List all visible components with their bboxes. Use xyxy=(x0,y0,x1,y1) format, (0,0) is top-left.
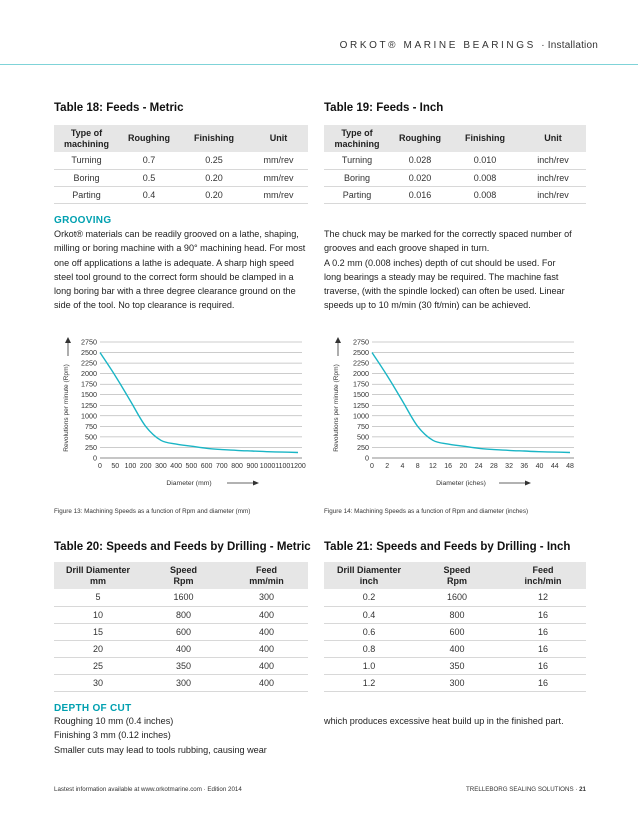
table-cell: 800 xyxy=(142,606,225,623)
table-cell: 350 xyxy=(414,657,500,674)
table-cell: 0.7 xyxy=(119,152,179,169)
table-cell: 12 xyxy=(500,589,586,606)
x-tick-label: 36 xyxy=(520,463,529,470)
y-tick-label: 1500 xyxy=(353,390,369,400)
table-cell: 0.4 xyxy=(324,606,414,623)
table-row xyxy=(54,152,308,169)
header-rule xyxy=(0,64,638,65)
x-tick-label: 600 xyxy=(200,463,213,470)
table-18-title: Table 18: Feeds - Metric xyxy=(54,102,184,114)
x-tick-label: 1200 xyxy=(290,463,306,470)
table-cell: 1.0 xyxy=(324,657,414,674)
y-tick-label: 2750 xyxy=(81,337,97,347)
table-19-header: Unit xyxy=(520,125,586,152)
table-cell: 300 xyxy=(414,674,500,691)
table-cell: 15 xyxy=(54,623,142,640)
x-axis-label: Diameter (iches) xyxy=(436,480,486,487)
table-cell: 0.016 xyxy=(390,186,450,203)
text-line: A 0.2 mm (0.008 inches) depth of cut should be used. For xyxy=(324,257,556,268)
x-tick-label: 200 xyxy=(139,463,152,470)
grooving-right-text xyxy=(324,227,572,313)
table-cell: 25 xyxy=(54,657,142,674)
y-tick-label: 1000 xyxy=(81,411,97,421)
table-cell: Boring xyxy=(54,169,119,186)
table-row xyxy=(54,640,308,657)
header-text: Feed inch/min xyxy=(524,564,562,586)
table-cell: 300 xyxy=(225,589,308,606)
table-cell: Boring xyxy=(324,169,390,186)
table-19-header: Finishing xyxy=(450,125,520,152)
table-cell: 600 xyxy=(142,623,225,640)
text-line: long boring bar with a three degree clearance ground on the xyxy=(54,286,296,297)
table-cell: 0.20 xyxy=(179,186,249,203)
table-cell: 20 xyxy=(54,640,142,657)
table-cell: 30 xyxy=(54,674,142,691)
table-cell: 0.010 xyxy=(450,152,520,169)
y-tick-label: 250 xyxy=(357,442,369,452)
text-line: long bearings a steady may be required. The machine fast xyxy=(324,271,559,282)
y-tick-label: 250 xyxy=(85,442,97,452)
table-cell: mm/rev xyxy=(249,169,308,186)
table-cell: 1.2 xyxy=(324,674,414,691)
table-cell: 1600 xyxy=(142,589,225,606)
table-18-header: Unit xyxy=(249,125,308,152)
table-cell: 0.008 xyxy=(450,186,520,203)
table-cell: Turning xyxy=(324,152,390,169)
x-tick-label: 50 xyxy=(111,463,120,470)
text-line: side of the tool. No top clearance is required. xyxy=(54,300,235,311)
table-cell: Parting xyxy=(54,186,119,203)
table-cell: 400 xyxy=(142,640,225,657)
table-row xyxy=(54,606,308,623)
table-21-header xyxy=(500,562,586,589)
y-tick-label: 2250 xyxy=(353,358,369,368)
text-line: speeds up to 10 m/min (30 ft/min) can be achieved. xyxy=(324,300,531,311)
table-cell: 0.4 xyxy=(119,186,179,203)
table-row xyxy=(54,657,308,674)
y-tick-label: 2000 xyxy=(353,369,369,379)
table-19-header: Type of machining xyxy=(324,125,390,152)
table-cell: 0.5 xyxy=(119,169,179,186)
table-cell: Turning xyxy=(54,152,119,169)
table-cell: 400 xyxy=(225,674,308,691)
table-cell: Parting xyxy=(324,186,390,203)
x-tick-label: 500 xyxy=(185,463,198,470)
table-row xyxy=(54,169,308,186)
rpm-chart-metric xyxy=(54,332,314,492)
y-tick-label: 1750 xyxy=(81,379,97,389)
grooving-heading: GROOVING xyxy=(54,215,112,226)
table-row xyxy=(54,186,308,203)
x-tick-label: 2 xyxy=(385,463,390,470)
x-tick-label: 16 xyxy=(444,463,453,470)
header-brand: ORKOT® MARINE BEARINGS xyxy=(339,40,536,51)
table-row xyxy=(54,674,308,691)
header-text: Drill Diamenter mm xyxy=(65,564,131,586)
header-section: · Installation xyxy=(541,40,598,51)
x-tick-label: 100 xyxy=(124,463,137,470)
table-cell: 600 xyxy=(414,623,500,640)
series-line xyxy=(372,353,570,453)
text-line: which produces excessive heat build up in the finished part. xyxy=(324,716,564,726)
table-row xyxy=(324,674,586,691)
table-row xyxy=(324,623,586,640)
table-cell: 0.20 xyxy=(179,169,249,186)
header-text: Speed Rpm xyxy=(443,564,471,586)
series-line xyxy=(100,353,298,453)
table-21-header xyxy=(324,562,414,589)
text-line: steel tool ground to the correct form should be clamped in a xyxy=(54,271,294,282)
table-cell: 800 xyxy=(414,606,500,623)
table-20-header xyxy=(54,562,142,589)
table-21 xyxy=(324,562,586,692)
page-number: 21 xyxy=(579,786,586,793)
table-20 xyxy=(54,562,308,692)
y-tick-label: 500 xyxy=(357,432,369,442)
table-cell: 400 xyxy=(225,606,308,623)
table-cell: inch/rev xyxy=(520,169,586,186)
text-line: milling or boring machine with a 90° machining head. For most xyxy=(54,243,306,254)
table-row xyxy=(324,657,586,674)
y-tick-label: 2000 xyxy=(81,369,97,379)
rpm-chart-inch xyxy=(324,332,586,492)
table-18 xyxy=(54,125,308,204)
y-axis-label: Revolutions per minute (Rpm) xyxy=(63,364,70,452)
table-cell: 5 xyxy=(54,589,142,606)
y-axis-arrow-head xyxy=(65,337,71,343)
table-row xyxy=(324,169,586,186)
figure-13-caption: Figure 13: Machining Speeds as a function of Rpm and diameter (mm) xyxy=(54,508,251,515)
text-line: traverse, (with the spindle locked) can often be used. Linear xyxy=(324,286,565,297)
grooving-left-text xyxy=(54,227,305,313)
table-cell: 0.8 xyxy=(324,640,414,657)
table-cell: 16 xyxy=(500,657,586,674)
table-20-header xyxy=(142,562,225,589)
footer-company: TRELLEBORG SEALING SOLUTIONS · xyxy=(465,786,578,793)
table-cell: 1600 xyxy=(414,589,500,606)
footer-left: Lastest information available at www.orkotmarine.com · Edition 2014 xyxy=(54,786,242,793)
depth-of-cut-heading: DEPTH OF CUT xyxy=(54,703,132,714)
table-cell: inch/rev xyxy=(520,152,586,169)
table-cell: 0.6 xyxy=(324,623,414,640)
text-line: one off applications a lathe is adequate. A sharp high speed xyxy=(54,257,294,268)
text-line: Orkot® materials can be readily grooved on a lathe, shaping, xyxy=(54,229,299,239)
y-tick-label: 1250 xyxy=(81,400,97,410)
figure-14-caption: Figure 14: Machining Speeds as a function of Rpm and diameter (inches) xyxy=(324,508,529,515)
x-tick-label: 4 xyxy=(400,463,405,470)
y-axis-arrow-head xyxy=(335,337,341,343)
table-cell: inch/rev xyxy=(520,186,586,203)
table-cell: 400 xyxy=(225,623,308,640)
y-axis-label: Revolutions per minute (Rpm) xyxy=(333,364,340,452)
text-line: The chuck may be marked for the correctly spaced number of xyxy=(324,229,572,239)
table-cell: 0.25 xyxy=(179,152,249,169)
table-19 xyxy=(324,125,586,204)
x-tick-label: 44 xyxy=(550,463,559,470)
table-row xyxy=(324,152,586,169)
table-cell: 16 xyxy=(500,674,586,691)
table-cell: mm/rev xyxy=(249,186,308,203)
table-cell: 0.2 xyxy=(324,589,414,606)
y-tick-label: 1250 xyxy=(353,400,369,410)
text-line: Finishing 3 mm (0.12 inches) xyxy=(54,730,171,741)
table-21-header xyxy=(414,562,500,589)
table-cell: 0.028 xyxy=(390,152,450,169)
x-tick-label: 48 xyxy=(566,463,574,470)
x-axis-arrow-head xyxy=(253,481,259,486)
x-tick-label: 400 xyxy=(170,463,182,470)
table-cell: 10 xyxy=(54,606,142,623)
x-tick-label: 32 xyxy=(505,463,513,470)
x-tick-label: 0 xyxy=(370,463,374,470)
y-tick-label: 1000 xyxy=(353,411,369,421)
x-tick-label: 8 xyxy=(415,463,420,470)
x-tick-label: 24 xyxy=(474,463,483,470)
page-header xyxy=(340,40,598,51)
table-cell: mm/rev xyxy=(249,152,308,169)
table-18-header: Type of machining xyxy=(54,125,119,152)
y-tick-label: 2500 xyxy=(81,348,97,358)
table-cell: 16 xyxy=(500,623,586,640)
x-tick-label: 300 xyxy=(155,463,167,470)
header-text: Feed mm/min xyxy=(249,564,284,586)
text-line: Smaller cuts may lead to tools rubbing, causing wear xyxy=(54,744,267,755)
y-tick-label: 1500 xyxy=(81,390,97,400)
x-tick-label: 1100 xyxy=(275,463,291,470)
y-tick-label: 0 xyxy=(93,453,97,463)
y-tick-label: 750 xyxy=(357,421,369,431)
table-19-title: Table 19: Feeds - Inch xyxy=(324,102,444,114)
table-cell: 400 xyxy=(225,657,308,674)
y-tick-label: 0 xyxy=(365,453,369,463)
y-tick-label: 1750 xyxy=(353,379,369,389)
x-tick-label: 900 xyxy=(246,463,259,470)
x-axis-label: Diameter (mm) xyxy=(166,480,212,487)
table-row xyxy=(54,623,308,640)
table-20-title: Table 20: Speeds and Feeds by Drilling - Metric xyxy=(54,541,311,553)
table-20-header xyxy=(225,562,308,589)
table-cell: 400 xyxy=(414,640,500,657)
depth-of-cut-left-text xyxy=(54,714,267,757)
x-tick-label: 1000 xyxy=(259,463,276,470)
table-18-header: Roughing xyxy=(119,125,179,152)
table-21-title: Table 21: Speeds and Feeds by Drilling - Inch xyxy=(324,541,571,553)
footer-right xyxy=(466,786,586,793)
table-cell: 0.020 xyxy=(390,169,450,186)
y-tick-label: 500 xyxy=(85,432,97,442)
table-row xyxy=(324,589,586,606)
x-tick-label: 0 xyxy=(98,463,102,470)
text-line: Roughing 10 mm (0.4 inches) xyxy=(54,716,174,726)
table-19-header: Roughing xyxy=(390,125,450,152)
text-line: grooves and each groove shaped in turn. xyxy=(324,243,490,254)
table-row xyxy=(324,186,586,203)
y-tick-label: 2500 xyxy=(353,348,369,358)
table-row xyxy=(324,640,586,657)
x-axis-arrow-head xyxy=(525,481,531,486)
x-tick-label: 700 xyxy=(216,463,228,470)
table-cell: 350 xyxy=(142,657,225,674)
table-cell: 0.008 xyxy=(450,169,520,186)
table-cell: 16 xyxy=(500,606,586,623)
table-18-header: Finishing xyxy=(179,125,249,152)
table-row xyxy=(324,606,586,623)
y-tick-label: 2250 xyxy=(81,358,97,368)
y-tick-label: 2750 xyxy=(353,337,369,347)
y-tick-label: 750 xyxy=(85,421,97,431)
header-text: Speed Rpm xyxy=(169,564,197,586)
x-tick-label: 800 xyxy=(231,463,243,470)
table-row xyxy=(54,589,308,606)
table-cell: 400 xyxy=(225,640,308,657)
header-text: Drill Diamenter inch xyxy=(336,564,402,586)
depth-of-cut-right-text xyxy=(324,714,564,728)
table-cell: 16 xyxy=(500,640,586,657)
x-tick-label: 40 xyxy=(535,463,544,470)
table-cell: 300 xyxy=(142,674,225,691)
x-tick-label: 12 xyxy=(429,463,437,470)
x-tick-label: 28 xyxy=(489,463,498,470)
x-tick-label: 20 xyxy=(459,463,468,470)
